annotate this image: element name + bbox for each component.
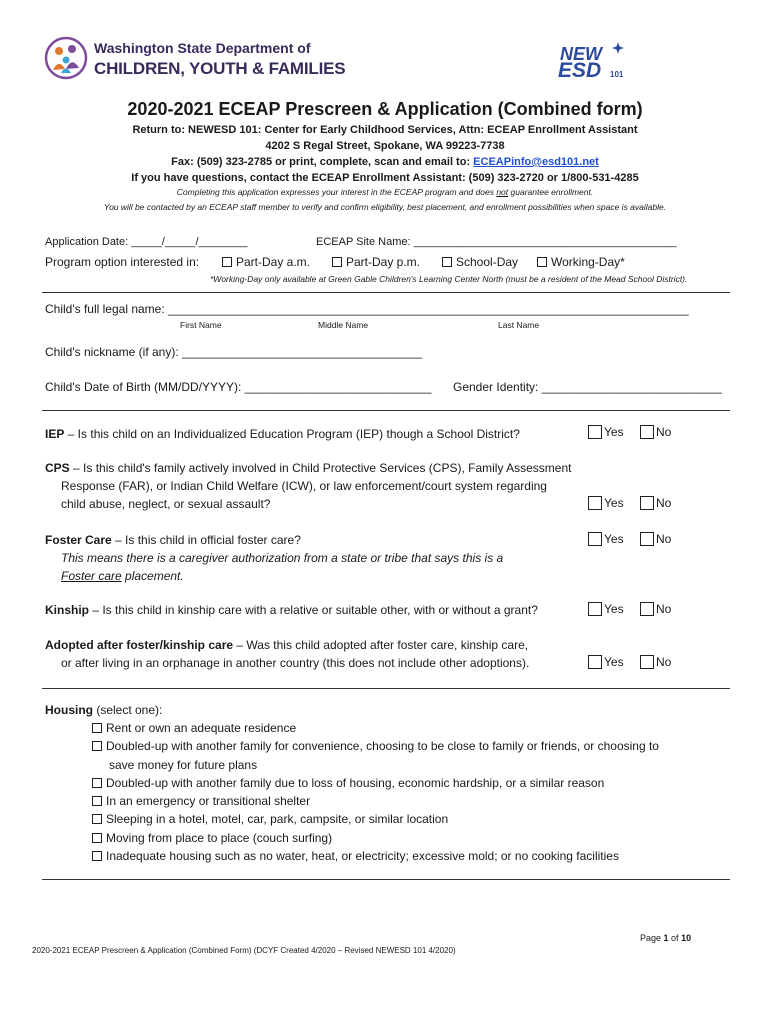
- kinship-text: – Is this child in kinship care with a relative or suitable other, with or without a grant?: [89, 603, 538, 617]
- checkbox-icon[interactable]: [92, 851, 102, 861]
- adopted-label: Adopted after foster/kinship care: [45, 638, 234, 652]
- housing-option-label: Doubled-up with another family for convenience, choosing to be close to family or friends, or choosing to: [106, 739, 659, 754]
- gender-identity-field[interactable]: Gender Identity: ___________________________: [453, 380, 722, 394]
- checkbox-icon[interactable]: [640, 532, 654, 546]
- checkbox-icon[interactable]: [640, 496, 654, 510]
- option-label: School-Day: [456, 255, 519, 269]
- site-name-field[interactable]: ECEAP Site Name: ___________________________________________: [316, 236, 677, 248]
- housing-option[interactable]: [92, 829, 659, 847]
- checkbox-icon[interactable]: [92, 723, 102, 733]
- option-workingday[interactable]: [537, 255, 625, 269]
- cps-line3: child abuse, neglect, or sexual assault?: [61, 497, 271, 511]
- star-icon: [612, 42, 624, 54]
- adopted-yes[interactable]: [588, 655, 624, 669]
- first-name-caption: First Name: [180, 320, 222, 330]
- housing-option-label: In an emergency or transitional shelter: [106, 794, 311, 809]
- housing-option[interactable]: [92, 719, 659, 737]
- yes-label: Yes: [604, 496, 624, 510]
- checkbox-icon[interactable]: [537, 257, 547, 267]
- org-name-line1: Washington State Department of: [94, 40, 311, 56]
- checkbox-icon[interactable]: [640, 655, 654, 669]
- no-label: No: [656, 496, 672, 510]
- return-to: Return to: NEWESD 101: Center for Early Childhood Services, Attn: ECEAP Enrollment Assistant: [132, 124, 638, 136]
- question-cps: [45, 459, 571, 513]
- checkbox-icon[interactable]: [92, 778, 102, 788]
- checkbox-icon[interactable]: [588, 655, 602, 669]
- page-of: of: [668, 933, 682, 943]
- housing-option[interactable]: [92, 810, 659, 828]
- no-label: No: [656, 602, 672, 616]
- no-label: No: [656, 655, 672, 669]
- housing-option-label: Moving from place to place (couch surfing): [106, 830, 333, 845]
- checkbox-icon[interactable]: [640, 425, 654, 439]
- adopted-line1: – Was this child adopted after foster care, kinship care,: [233, 638, 529, 652]
- housing-option[interactable]: [92, 792, 659, 810]
- page-prefix: Page: [640, 933, 664, 943]
- working-day-note: *Working-Day only available at Green Gable Children's Learning Center North (must be a resident of the Mead School District).: [210, 274, 688, 284]
- esd-logo-new: NEW: [560, 44, 602, 64]
- housing-option[interactable]: [92, 847, 659, 865]
- housing-option-label: Doubled-up with another family due to loss of housing, economic hardship, or a similar reason: [106, 775, 605, 790]
- note1-not: not: [496, 187, 509, 197]
- iep-label: IEP: [45, 427, 65, 441]
- question-iep: [45, 425, 520, 443]
- page-title: 2020-2021 ECEAP Prescreen & Application (Combined form): [127, 99, 643, 119]
- footer-text: 2020-2021 ECEAP Prescreen & Application (Combined Form) (DCYF Created 4/2020 – Revised NEWESD 101 4/2020): [32, 946, 456, 955]
- application-date-field[interactable]: Application Date: _____/_____/________: [45, 236, 248, 248]
- no-label: No: [656, 532, 672, 546]
- cps-line2: Response (FAR), or Indian Child Welfare (ICW), or law enforcement/court system regarding: [61, 479, 547, 493]
- child-legal-name-field[interactable]: Child's full legal name: ______________________________________________________________________________: [45, 302, 689, 316]
- esd-logo-esd: ESD: [558, 59, 602, 82]
- newesd-logo: [556, 40, 636, 84]
- housing-option-label: Inadequate housing such as no water, heat, or electricity; excessive mold; or no cooking facilities: [106, 849, 619, 864]
- cps-yes[interactable]: [588, 496, 624, 510]
- housing-option[interactable]: [92, 774, 659, 792]
- housing-option[interactable]: [92, 737, 659, 755]
- note1-pre: Completing this application expresses your interest in the ECEAP program and does: [176, 187, 494, 197]
- option-label: Part-Day p.m.: [346, 255, 421, 269]
- checkbox-icon[interactable]: [332, 257, 342, 267]
- yes-label: Yes: [604, 532, 624, 546]
- iep-yes[interactable]: [588, 425, 624, 439]
- foster-text: – Is this child in official foster care?: [111, 533, 301, 547]
- foster-note2: Foster care: [61, 569, 122, 583]
- checkbox-icon[interactable]: [92, 833, 102, 843]
- divider: [42, 292, 730, 293]
- checkbox-icon[interactable]: [588, 602, 602, 616]
- foster-yes[interactable]: [588, 532, 624, 546]
- middle-name-caption: Middle Name: [318, 320, 369, 330]
- questions-contact: If you have questions, contact the ECEAP Enrollment Assistant: (509) 323-2720 or 1/800-531-4285: [131, 172, 639, 184]
- address: 4202 S Regal Street, Spokane, WA 99223-7738: [265, 140, 505, 152]
- fax-prefix: Fax: (509) 323-2785 or print, complete, scan and email to:: [171, 156, 471, 168]
- housing-option-label: Rent or own an adequate residence: [106, 721, 297, 735]
- dcyf-emblem-icon: [44, 36, 88, 80]
- option-partday-pm[interactable]: [332, 255, 420, 269]
- checkbox-icon[interactable]: [588, 425, 602, 439]
- adopted-line2: or after living in an orphanage in another country (this does not include other adoptions).: [61, 656, 530, 670]
- option-label: Part-Day a.m.: [236, 255, 311, 269]
- checkbox-icon[interactable]: [92, 741, 102, 751]
- nickname-field[interactable]: Child's nickname (if any): ____________________________________: [45, 345, 423, 359]
- dob-field[interactable]: Child's Date of Birth (MM/DD/YYYY): ____________________________: [45, 380, 432, 394]
- foster-note2-post: placement.: [121, 569, 184, 583]
- housing-option-continuation: save money for future plans: [109, 757, 258, 772]
- iep-no[interactable]: [640, 425, 671, 439]
- foster-label: Foster Care: [45, 533, 112, 547]
- housing-label-post: (select one):: [93, 703, 163, 717]
- org-name-line2: CHILDREN, YOUTH & FAMILIES: [94, 59, 346, 78]
- foster-no[interactable]: [640, 532, 671, 546]
- divider: [42, 410, 730, 411]
- cps-line1: – Is this child's family actively involved in Child Protective Services (CPS), Family Assessment: [69, 461, 572, 475]
- divider: [42, 879, 730, 880]
- page-num: 1: [663, 933, 669, 943]
- email-link[interactable]: ECEAPinfo@esd101.net: [473, 156, 599, 168]
- checkbox-icon[interactable]: [92, 814, 102, 824]
- question-foster-care: [45, 531, 503, 585]
- option-label: Working-Day*: [551, 255, 625, 269]
- page-total: 10: [681, 933, 692, 943]
- last-name-caption: Last Name: [498, 320, 540, 330]
- option-partday-am[interactable]: [222, 255, 310, 269]
- esd-logo-num: 101: [610, 70, 624, 79]
- no-label: No: [656, 425, 672, 439]
- cps-label: CPS: [45, 461, 70, 475]
- dcyf-logo: [44, 36, 346, 84]
- question-kinship: [45, 601, 538, 619]
- page-number: [640, 933, 691, 943]
- checkbox-icon[interactable]: [640, 602, 654, 616]
- kinship-no[interactable]: [640, 602, 671, 616]
- housing-options: [92, 719, 659, 865]
- kinship-label: Kinship: [45, 603, 89, 617]
- iep-text: – Is this child on an Individualized Education Program (IEP) though a School District?: [64, 427, 520, 441]
- checkbox-icon[interactable]: [588, 496, 602, 510]
- housing-label: Housing: [45, 703, 93, 717]
- cps-no[interactable]: [640, 496, 671, 510]
- fax-line: [0, 156, 770, 168]
- program-option-label: Program option interested in:: [45, 255, 200, 269]
- checkbox-icon[interactable]: [222, 257, 232, 267]
- yes-label: Yes: [604, 602, 624, 616]
- housing-option-label: Sleeping in a hotel, motel, car, park, campsite, or similar location: [106, 812, 449, 827]
- foster-note1: This means there is a caregiver authorization from a state or tribe that says this is a: [61, 551, 504, 565]
- note-contact: You will be contacted by an ECEAP staff member to verify and confirm eligibility, best placement, and enrollment possibilities when space is available.: [103, 202, 667, 212]
- checkbox-icon[interactable]: [442, 257, 452, 267]
- note1-post: guarantee enrollment.: [510, 187, 594, 197]
- option-schoolday[interactable]: [442, 255, 518, 269]
- yes-label: Yes: [604, 425, 624, 439]
- question-adopted: [45, 636, 529, 672]
- housing-heading: [45, 701, 162, 719]
- divider: [42, 688, 730, 689]
- adopted-no[interactable]: [640, 655, 671, 669]
- checkbox-icon[interactable]: [92, 796, 102, 806]
- checkbox-icon[interactable]: [588, 532, 602, 546]
- yes-label: Yes: [604, 655, 624, 669]
- note-interest: [0, 187, 770, 197]
- kinship-yes[interactable]: [588, 602, 624, 616]
